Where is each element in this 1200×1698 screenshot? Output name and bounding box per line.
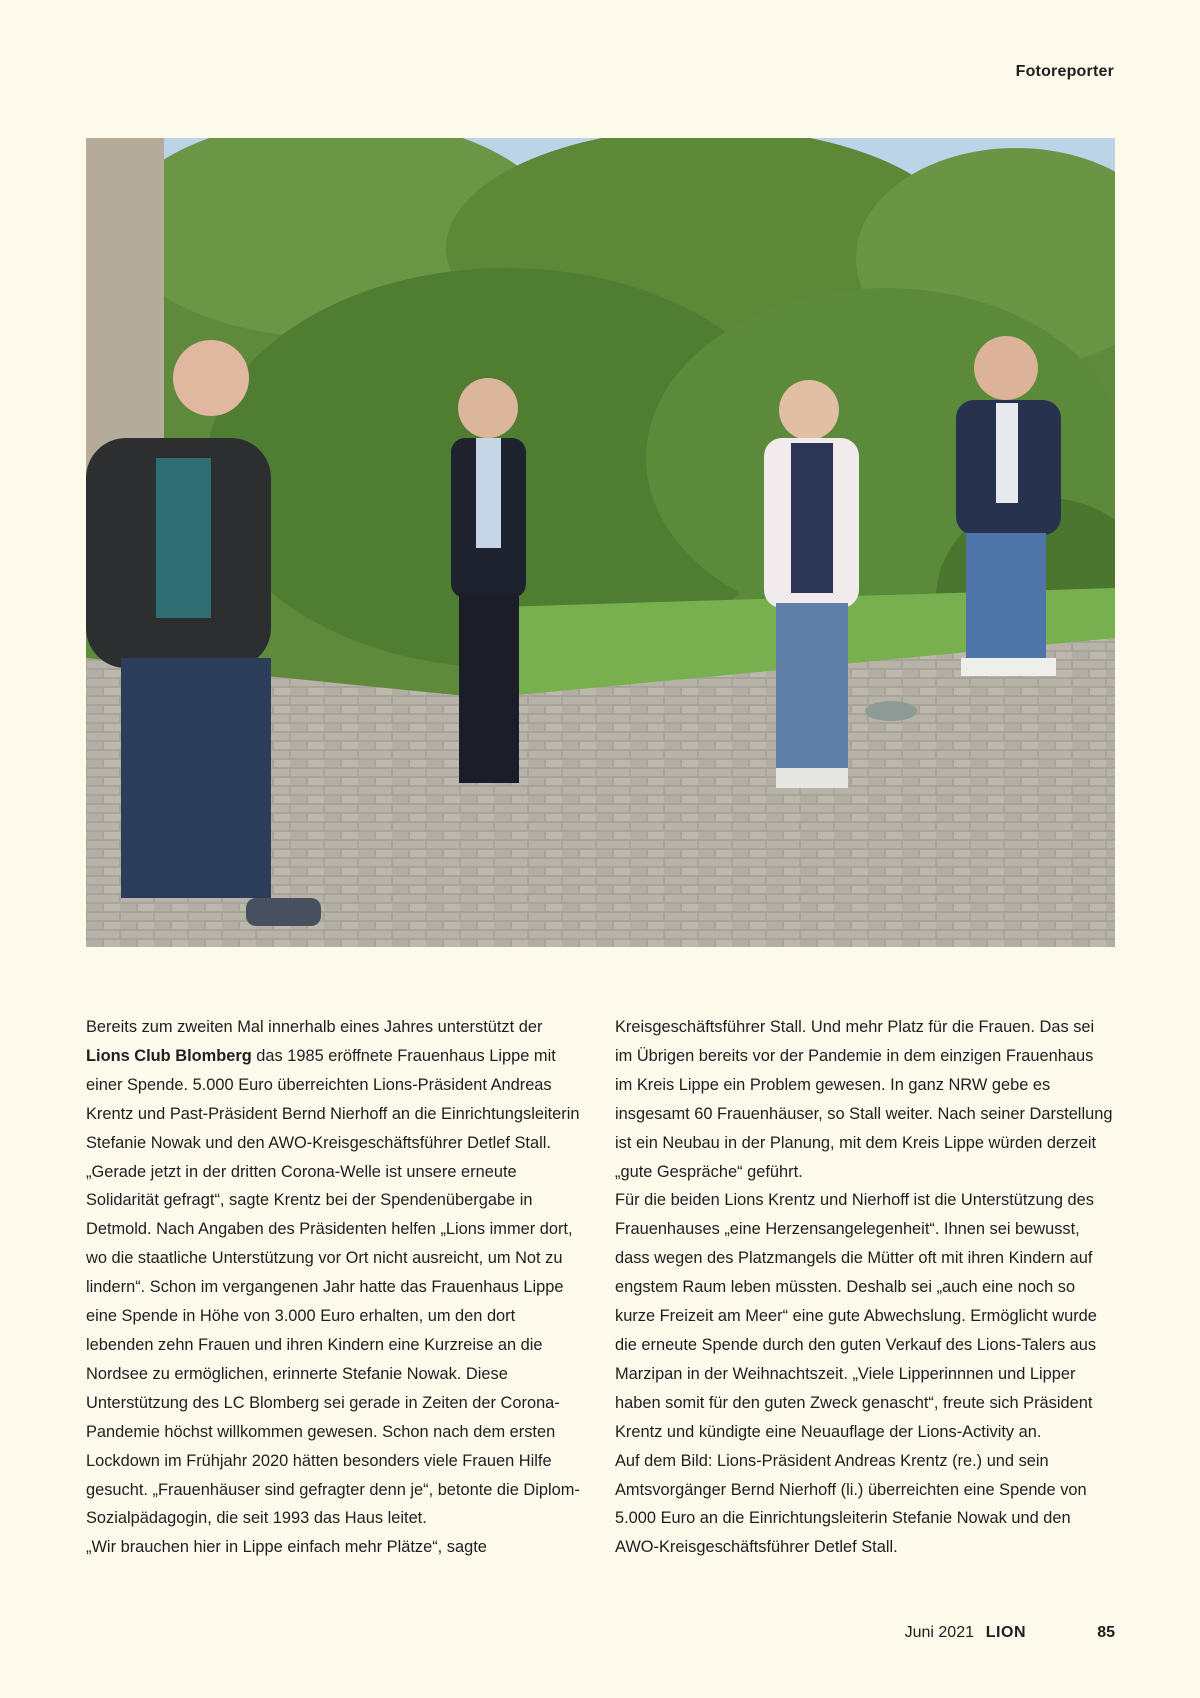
page-number: 85 bbox=[1097, 1624, 1115, 1641]
paragraph: Für die beiden Lions Krentz und Nierhoff ist die Unterstützung des Frauenhauses „eine Herzensangelegenheit“. Ihnen sei bewusst, dass wegen des Platzmangels die Mütter oft mit ihren Kindern auf engstem Raum leben müssten. Deshalb sei „auch eine noch so kurze Freizeit am Meer“ eine gute Abwechslung. Ermöglicht wurde die erneute Spende durch den guten Verkauf des Lions-Talers aus Marzipan in der Weihnachtszeit. „Viele Lipperinnnen und Lipper haben somit für den guten Zweck genascht“, freute sich Präsident Krentz und kündigte eine Neuauflage der Lions-Activity an. bbox=[615, 1191, 1097, 1441]
article-column-right bbox=[615, 1013, 1115, 1562]
paragraph: Bereits zum zweiten Mal innerhalb eines Jahres unterstützt der Lions Club Blomberg das 1985 eröffnete Frauenhaus Lippe mit einer Spende. 5.000 Euro überreichten Lions-Präsident Andreas Krentz und Past-Präsident Bernd Nierhoff an die Einrichtungsleiterin Stefanie Nowak und den AWO-Kreisgeschäftsführer Detlef Stall. „Gerade jetzt in der dritten Corona-Welle ist unsere erneute Solidarität gefragt“, sagte Krentz bei der Spendenübergabe in Detmold. Nach Angaben des Präsidenten helfen „Lions immer dort, wo die staatliche Unterstützung vor Ort nicht ausreicht, um Not zu lindern“. Schon im vergangenen Jahr hatte das Frauenhaus Lippe eine Spende in Höhe von 3.000 Euro erhalten, um den dort lebenden zehn Frauen und ihren Kindern eine Kurzreise an die Nordsee zu ermöglichen, erinnerte Stefanie Nowak. Diese Unterstützung des LC Blomberg sei gerade in Zeiten der Corona-Pandemie höchst willkommen gewesen. Schon nach dem ersten Lockdown im Frühjahr 2020 hätten besonders viele Frauen Hilfe gesucht. „Frauenhäuser sind gefragter denn je“, betonte die Diplom-Sozialpädagogin, die seit 1993 das Haus leitet. bbox=[86, 1018, 580, 1528]
paragraph: „Wir brauchen hier in Lippe einfach mehr Plätze“, sagte bbox=[86, 1538, 487, 1557]
issue-date: Juni 2021 bbox=[904, 1624, 974, 1641]
article-column-left bbox=[86, 1013, 586, 1562]
magazine-name: LION bbox=[985, 1624, 1026, 1641]
article-photo bbox=[86, 138, 1115, 947]
photo-caption: Auf dem Bild: Lions-Präsident Andreas Krentz (re.) und sein Amtsvorgänger Bernd Nierhoff (li.) überreichten eine Spende von 5.000 Euro an die Einrichtungsleiterin Stefanie Nowak und den AWO-Kreisgeschäftsführer Detlef Stall. bbox=[615, 1451, 1087, 1557]
section-label: Fotoreporter bbox=[1015, 63, 1114, 80]
paragraph: Kreisgeschäftsführer Stall. Und mehr Platz für die Frauen. Das sei im Übrigen bereits vor der Pandemie in dem einzigen Frauenhaus im Kreis Lippe ein Problem gewesen. In ganz NRW gebe es insgesamt 60 Frauenhäuser, so Stall weiter. Nach seiner Darstellung ist ein Neubau in der Planung, mit dem Kreis Lippe würden derzeit „gute Gespräche“ geführt. bbox=[615, 1018, 1113, 1181]
article-body bbox=[86, 1013, 1115, 1562]
group-photo-illustration bbox=[86, 138, 1115, 947]
person-center-right bbox=[764, 380, 859, 788]
person-center-left bbox=[451, 378, 526, 783]
page-footer bbox=[0, 1624, 1200, 1648]
